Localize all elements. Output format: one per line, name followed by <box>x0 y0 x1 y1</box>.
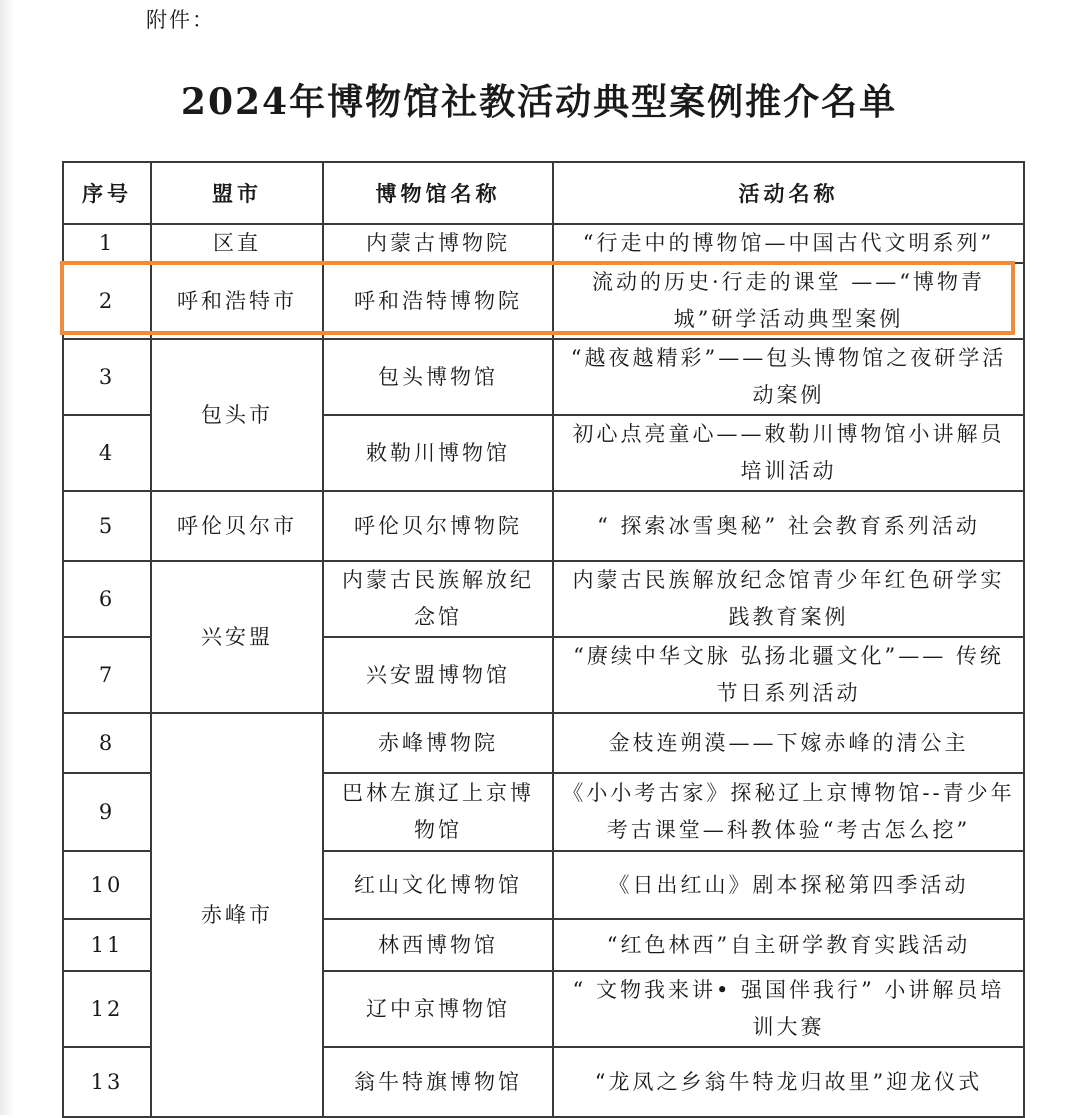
row-no: 1 <box>63 224 151 263</box>
document-title: 2024年博物馆社教活动典型案例推介名单 <box>180 81 898 123</box>
row-activity: 内蒙古民族解放纪念馆青少年红色研学实践教育案例 <box>553 561 1024 637</box>
row-no: 2 <box>63 263 151 339</box>
row-museum: 翁牛特旗博物馆 <box>323 1047 553 1117</box>
header-no: 序号 <box>63 162 151 224</box>
row-no: 12 <box>63 971 151 1047</box>
table-row <box>63 713 1024 773</box>
row-no: 3 <box>63 339 151 415</box>
row-activity: “ 探索冰雪奥秘” 社会教育系列活动 <box>553 491 1024 561</box>
table-row <box>63 224 1024 263</box>
row-no: 5 <box>63 491 151 561</box>
row-museum: 内蒙古民族解放纪念馆 <box>323 561 553 637</box>
row-city: 呼和浩特市 <box>151 263 323 339</box>
row-museum: 呼伦贝尔博物院 <box>323 491 553 561</box>
row-no: 4 <box>63 415 151 491</box>
row-activity: “赓续中华文脉 弘扬北疆文化”—— 传统节日系列活动 <box>553 637 1024 713</box>
recommendation-table <box>62 161 1025 1118</box>
row-city: 赤峰市 <box>151 713 323 1117</box>
row-no: 9 <box>63 773 151 851</box>
table-header-row <box>63 162 1024 224</box>
attachment-label: 附件： <box>146 8 215 32</box>
row-activity: 初心点亮童心——敕勒川博物馆小讲解员培训活动 <box>553 415 1024 491</box>
row-activity: “ 文物我来讲• 强国伴我行” 小讲解员培训大赛 <box>553 971 1024 1047</box>
row-activity: 《日出红山》剧本探秘第四季活动 <box>553 851 1024 919</box>
table-row-highlighted <box>63 263 1024 339</box>
row-no: 8 <box>63 713 151 773</box>
row-activity: 流动的历史·行走的课堂 ——“博物青城”研学活动典型案例 <box>553 263 1024 339</box>
header-museum: 博物馆名称 <box>323 162 553 224</box>
row-museum: 林西博物馆 <box>323 919 553 971</box>
row-activity: “越夜越精彩”——包头博物馆之夜研学活动案例 <box>553 339 1024 415</box>
header-city: 盟市 <box>151 162 323 224</box>
row-city: 包头市 <box>151 339 323 491</box>
row-city: 呼伦贝尔市 <box>151 491 323 561</box>
row-no: 6 <box>63 561 151 637</box>
row-museum: 辽中京博物馆 <box>323 971 553 1047</box>
header-activity: 活动名称 <box>553 162 1024 224</box>
row-museum: 包头博物馆 <box>323 339 553 415</box>
row-museum: 红山文化博物馆 <box>323 851 553 919</box>
row-no: 7 <box>63 637 151 713</box>
row-activity: “红色林西”自主研学教育实践活动 <box>553 919 1024 971</box>
row-activity: “行走中的博物馆—中国古代文明系列” <box>553 224 1024 263</box>
row-museum: 赤峰博物院 <box>323 713 553 773</box>
row-museum: 内蒙古博物院 <box>323 224 553 263</box>
row-museum: 敕勒川博物馆 <box>323 415 553 491</box>
row-activity: “龙凤之乡翁牛特龙归故里”迎龙仪式 <box>553 1047 1024 1117</box>
row-no: 10 <box>63 851 151 919</box>
row-activity: 《小小考古家》探秘辽上京博物馆--青少年考古课堂—科教体验“考古怎么挖” <box>553 773 1024 851</box>
row-activity: 金枝连朔漠——下嫁赤峰的清公主 <box>553 713 1024 773</box>
row-museum: 呼和浩特博物院 <box>323 263 553 339</box>
table-row <box>63 339 1024 415</box>
table-row <box>63 561 1024 637</box>
row-museum: 兴安盟博物馆 <box>323 637 553 713</box>
row-no: 11 <box>63 919 151 971</box>
page-edge <box>0 0 14 1115</box>
table-row <box>63 491 1024 561</box>
row-city: 区直 <box>151 224 323 263</box>
row-museum: 巴林左旗辽上京博物馆 <box>323 773 553 851</box>
row-city: 兴安盟 <box>151 561 323 713</box>
row-no: 13 <box>63 1047 151 1117</box>
